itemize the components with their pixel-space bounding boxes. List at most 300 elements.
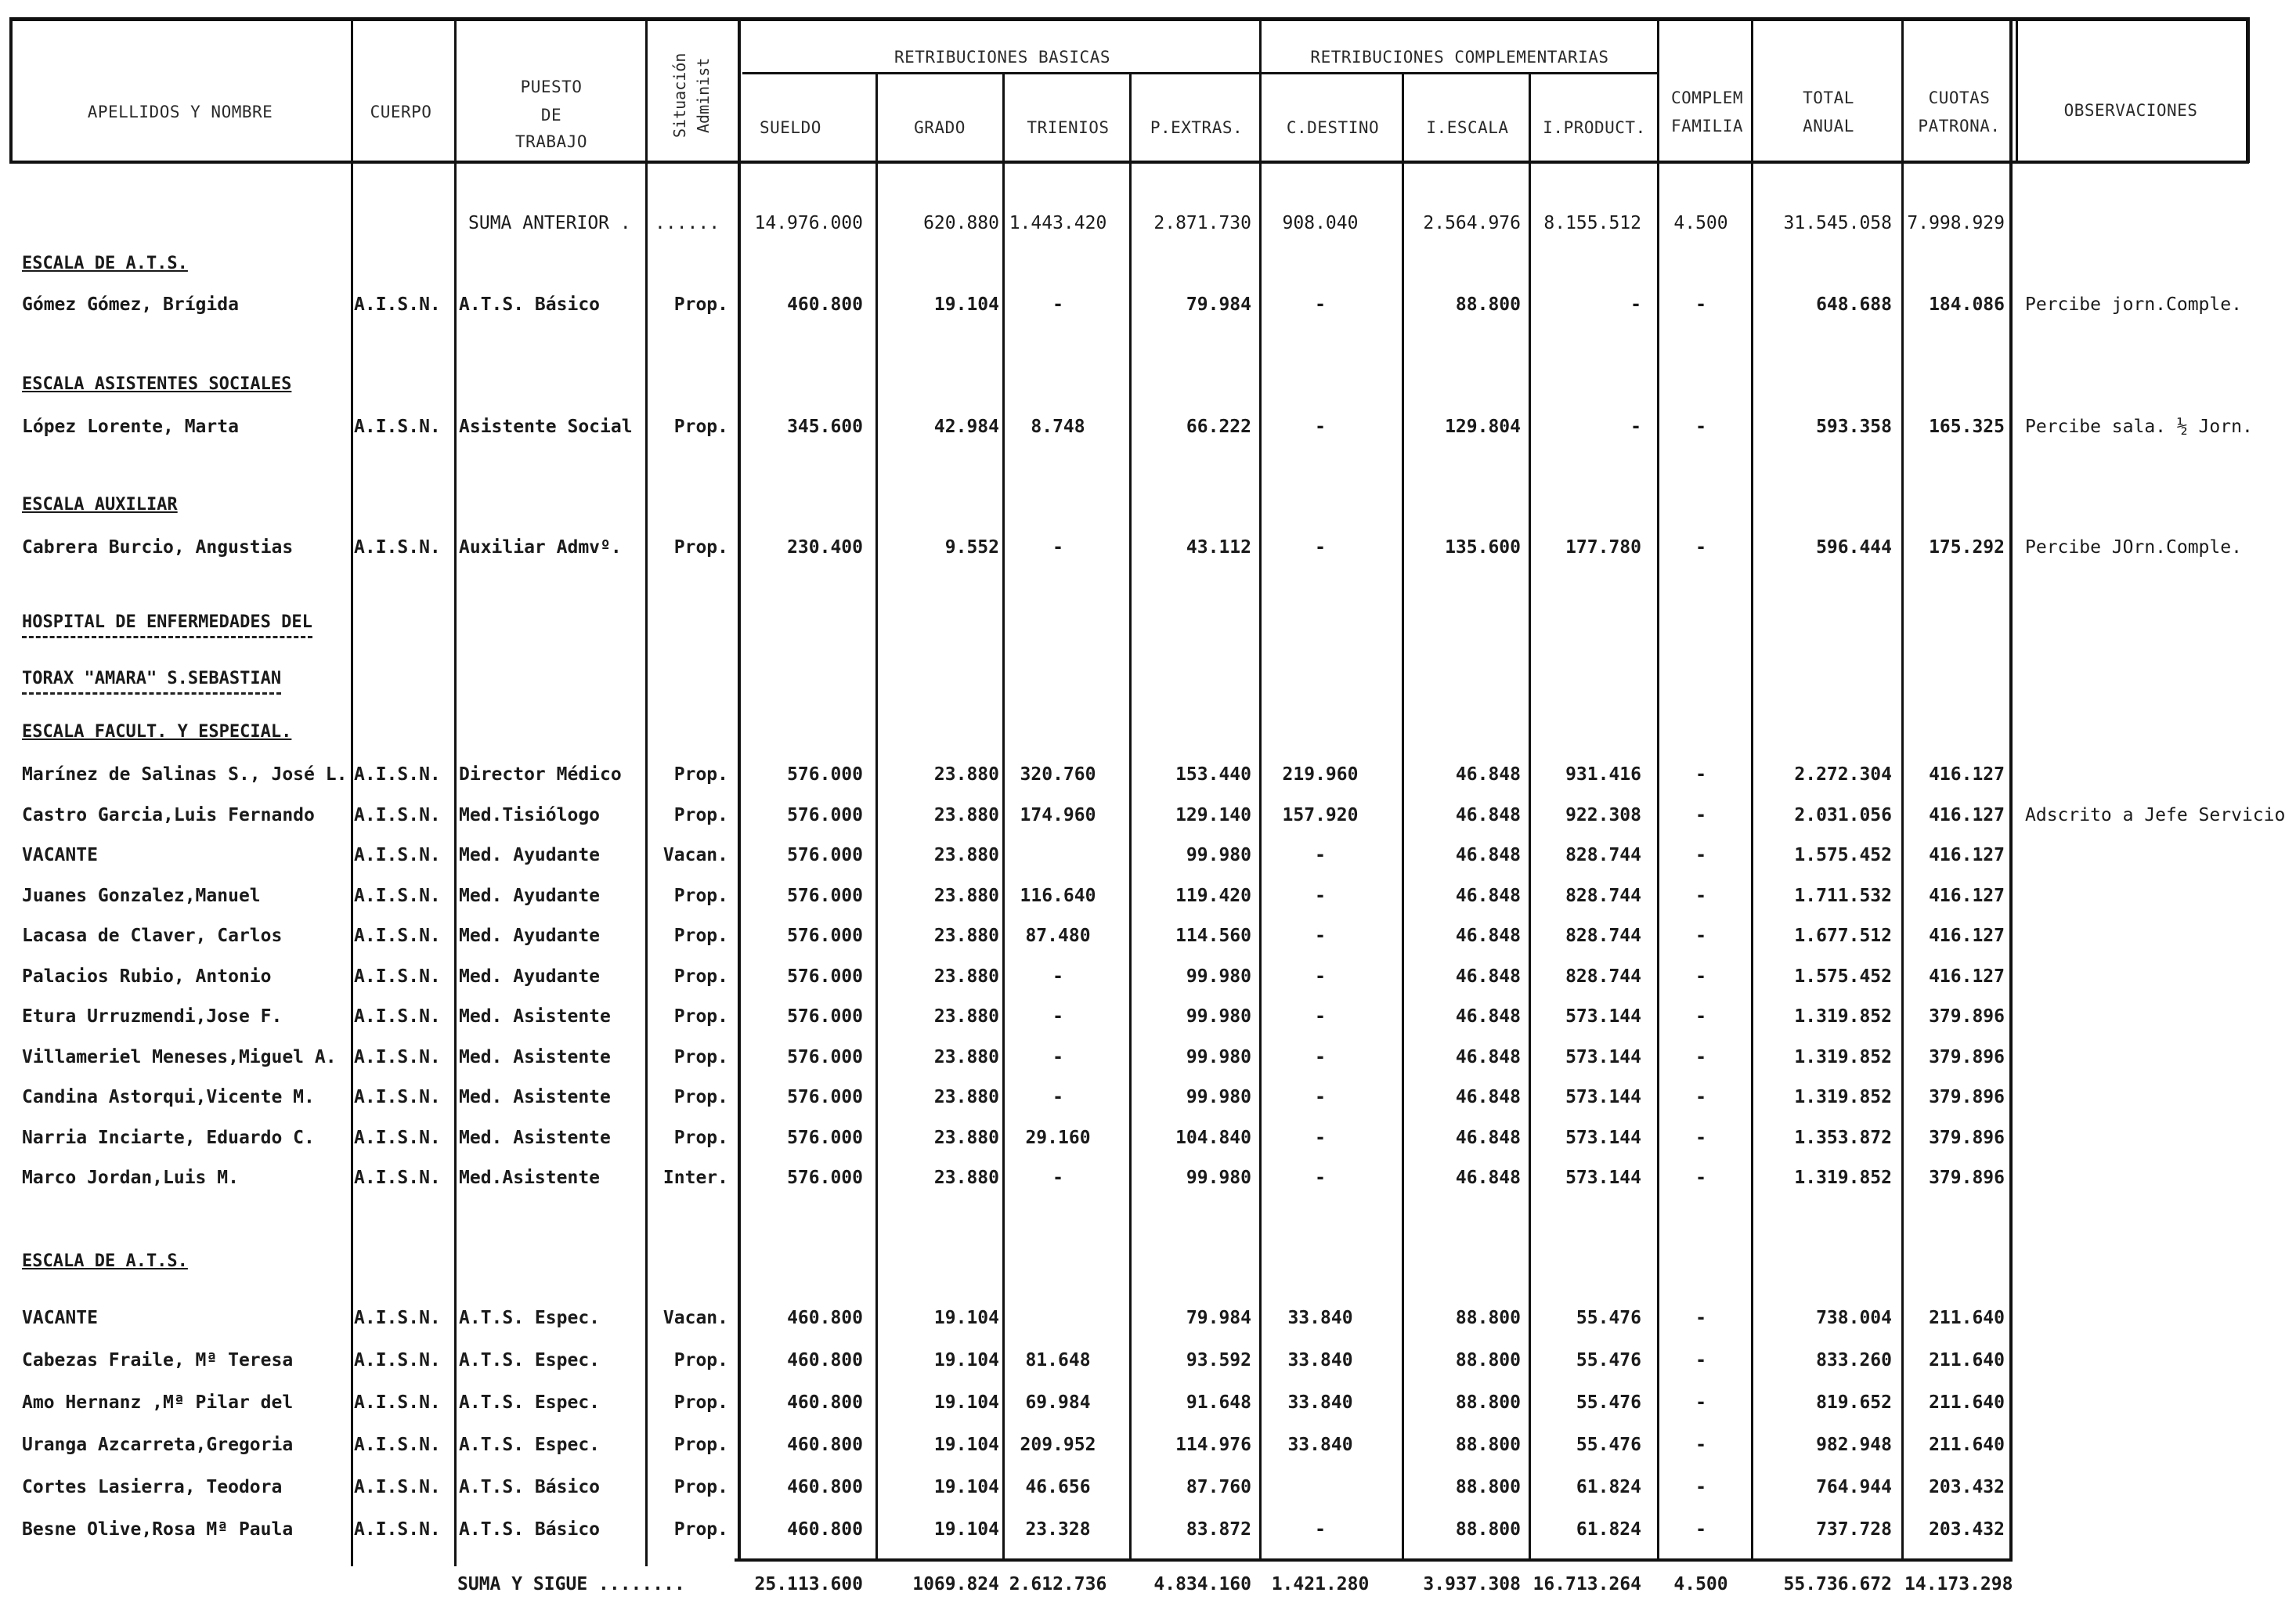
table-cell-cuotas: 211.640 xyxy=(1929,1350,2005,1370)
table-cell-cuotas: 379.896 xyxy=(1929,1006,2005,1027)
suma-y-sigue-iproduct: 16.713.264 xyxy=(1532,1574,1641,1594)
table-cell-sueldo: 576.000 xyxy=(787,764,863,785)
column-divider xyxy=(1901,17,1904,1562)
table-cell-iproduct: 573.144 xyxy=(1565,1168,1641,1188)
section-title: ESCALA DE A.T.S. xyxy=(22,1251,188,1271)
table-cell-nombre: Castro Garcia,Luis Fernando xyxy=(22,804,315,825)
section-title: ESCALA AUXILIAR xyxy=(22,495,178,515)
suma-anterior-grado: 620.880 xyxy=(923,213,999,233)
table-cell-nombre: López Lorente, Marta xyxy=(22,417,239,437)
table-cell-cuotas: 416.127 xyxy=(1929,764,2005,785)
table-cell-sueldo: 576.000 xyxy=(787,926,863,946)
table-cell-puesto: Med. Asistente xyxy=(459,1006,611,1027)
table-cell-total: 982.948 xyxy=(1816,1435,1892,1455)
table-cell-sit: Prop. xyxy=(673,764,728,785)
table-cell-cuerpo: A.I.S.N. xyxy=(354,1350,441,1370)
table-cell-cdestino: - xyxy=(1315,294,1326,315)
table-cell-nombre: Juanes Gonzalez,Manuel xyxy=(22,885,261,906)
table-cell-pextras: 129.140 xyxy=(1175,804,1251,825)
table-cell-puesto: Med. Asistente xyxy=(459,1087,611,1107)
table-cell-iproduct: 931.416 xyxy=(1565,764,1641,785)
table-cell-grado: 23.880 xyxy=(933,926,999,946)
column-divider xyxy=(1129,72,1132,1562)
table-cell-nombre: VACANTE xyxy=(22,1308,98,1328)
header-observaciones: OBSERVACIONES xyxy=(2063,101,2198,120)
header-sueldo: SUELDO xyxy=(760,118,821,137)
table-cell-cdestino: - xyxy=(1315,1127,1326,1148)
table-cell-cuerpo: A.I.S.N. xyxy=(354,926,441,946)
table-cell-cdestino: 33.840 xyxy=(1287,1392,1353,1413)
table-cell-cuerpo: A.I.S.N. xyxy=(354,1435,441,1455)
table-cell-iescala: 135.600 xyxy=(1445,537,1521,558)
table-cell-iescala: 88.800 xyxy=(1455,294,1521,315)
table-cell-trienios: 87.480 xyxy=(1025,926,1091,946)
table-cell-trienios: - xyxy=(1052,537,1063,558)
table-cell-trienios: 320.760 xyxy=(1020,764,1096,785)
table-cell-sueldo: 576.000 xyxy=(787,1046,863,1067)
table-cell-total: 1.319.852 xyxy=(1794,1046,1892,1067)
table-cell-complem: - xyxy=(1695,966,1706,987)
table-cell-trienios: - xyxy=(1052,1087,1063,1107)
table-cell-cdestino: - xyxy=(1315,966,1326,987)
header-complem-1: COMPLEM xyxy=(1670,88,1743,107)
table-cell-iescala: 46.848 xyxy=(1455,926,1521,946)
section-title: ESCALA DE A.T.S. xyxy=(22,254,188,273)
table-cell-pextras: 119.420 xyxy=(1175,885,1251,906)
table-cell-puesto: Med. Ayudante xyxy=(459,845,601,865)
table-cell-puesto: A.T.S. Espec. xyxy=(459,1308,601,1328)
table-cell-nombre: Cabrera Burcio, Angustias xyxy=(22,537,294,558)
table-cell-cdestino: 33.840 xyxy=(1287,1308,1353,1328)
table-cell-iproduct: 573.144 xyxy=(1565,1087,1641,1107)
table-cell-sueldo: 230.400 xyxy=(787,537,863,558)
table-cell-iescala: 46.848 xyxy=(1455,804,1521,825)
table-cell-trienios: 69.984 xyxy=(1025,1392,1091,1413)
table-cell-sueldo: 460.800 xyxy=(787,1308,863,1328)
table-cell-nombre: Uranga Azcarreta,Gregoria xyxy=(22,1435,294,1455)
table-cell-cuerpo: A.I.S.N. xyxy=(354,845,441,865)
header-cdestino: C.DESTINO xyxy=(1286,118,1380,137)
column-divider xyxy=(2016,17,2018,161)
table-cell-complem: - xyxy=(1695,804,1706,825)
header-ret-complementarias: RETRIBUCIONES COMPLEMENTARIAS xyxy=(1310,48,1609,67)
table-cell-grado: 19.104 xyxy=(933,1435,999,1455)
table-cell-cuotas: 416.127 xyxy=(1929,966,2005,987)
table-cell-pextras: 91.648 xyxy=(1186,1392,1251,1413)
table-cell-cuotas: 165.325 xyxy=(1929,417,2005,437)
table-cell-iescala: 46.848 xyxy=(1455,764,1521,785)
table-cell-cdestino: - xyxy=(1315,537,1326,558)
table-cell-iproduct: 573.144 xyxy=(1565,1046,1641,1067)
table-cell-pextras: 83.872 xyxy=(1186,1519,1251,1540)
header-total-2: ANUAL xyxy=(1803,117,1854,135)
table-cell-iescala: 88.800 xyxy=(1455,1308,1521,1328)
section-title: ESCALA ASISTENTES SOCIALES xyxy=(22,374,292,394)
table-cell-sueldo: 576.000 xyxy=(787,1006,863,1027)
table-cell-sit: Prop. xyxy=(673,1046,728,1067)
table-cell-cuerpo: A.I.S.N. xyxy=(354,1308,441,1328)
suma-y-sigue-cuotas: 14.173.298 xyxy=(1904,1574,2013,1594)
table-cell-total: 2.272.304 xyxy=(1794,764,1892,785)
table-cell-trienios: 81.648 xyxy=(1025,1350,1091,1370)
table-cell-sueldo: 460.800 xyxy=(787,1350,863,1370)
table-cell-grado: 23.880 xyxy=(933,804,999,825)
header-iescala: I.ESCALA xyxy=(1426,118,1509,137)
table-cell-cuerpo: A.I.S.N. xyxy=(354,1392,441,1413)
header-iproduct: I.PRODUCT. xyxy=(1543,118,1646,137)
header-puesto-2: DE xyxy=(540,106,562,125)
table-cell-complem: - xyxy=(1695,537,1706,558)
table-cell-cuotas: 211.640 xyxy=(1929,1392,2005,1413)
table-cell-pextras: 99.980 xyxy=(1186,1087,1251,1107)
table-cell-iescala: 46.848 xyxy=(1455,1006,1521,1027)
table-cell-complem: - xyxy=(1695,764,1706,785)
table-cell-iproduct: 55.476 xyxy=(1576,1308,1641,1328)
table-cell-iproduct: 828.744 xyxy=(1565,966,1641,987)
table-cell-trienios: - xyxy=(1052,1046,1063,1067)
table-cell-grado: 42.984 xyxy=(933,417,999,437)
table-cell-puesto: A.T.S. Espec. xyxy=(459,1392,601,1413)
table-cell-total: 819.652 xyxy=(1816,1392,1892,1413)
table-cell-sueldo: 576.000 xyxy=(787,804,863,825)
suma-anterior-sueldo: 14.976.000 xyxy=(754,213,863,233)
table-cell-iproduct: 177.780 xyxy=(1565,537,1641,558)
table-cell-complem: - xyxy=(1695,1350,1706,1370)
table-cell-total: 1.575.452 xyxy=(1794,845,1892,865)
table-right-border xyxy=(2246,17,2250,163)
table-cell-grado: 19.104 xyxy=(933,1308,999,1328)
table-cell-complem: - xyxy=(1695,885,1706,906)
suma-y-sigue-label: SUMA Y SIGUE ........ xyxy=(457,1574,685,1594)
table-cell-iescala: 88.800 xyxy=(1455,1477,1521,1497)
table-cell-cuotas: 379.896 xyxy=(1929,1168,2005,1188)
table-cell-cdestino: - xyxy=(1315,1087,1326,1107)
column-divider xyxy=(1002,72,1005,1562)
suma-anterior-cuotas: 7.998.929 xyxy=(1907,213,2005,233)
table-cell-pextras: 104.840 xyxy=(1175,1127,1251,1148)
table-cell-cuotas: 175.292 xyxy=(1929,537,2005,558)
table-cell-complem: - xyxy=(1695,1127,1706,1148)
table-cell-iproduct: 55.476 xyxy=(1576,1392,1641,1413)
table-cell-cuotas: 416.127 xyxy=(1929,885,2005,906)
section-title: ESCALA FACULT. Y ESPECIAL. xyxy=(22,722,292,742)
column-divider xyxy=(1751,17,1753,1562)
table-cell-pextras: 153.440 xyxy=(1175,764,1251,785)
table-cell-cdestino: 219.960 xyxy=(1282,764,1359,785)
table-cell-cuerpo: A.I.S.N. xyxy=(354,1046,441,1067)
table-bottom-border xyxy=(735,1558,2009,1562)
table-cell-complem: - xyxy=(1695,1168,1706,1188)
table-cell-nombre: Candina Astorqui,Vicente M. xyxy=(22,1087,315,1107)
table-cell-nombre: Etura Urruzmendi,Jose F. xyxy=(22,1006,283,1027)
table-cell-nombre: VACANTE xyxy=(22,845,98,865)
table-cell-iproduct: 55.476 xyxy=(1576,1350,1641,1370)
table-cell-sit: Prop. xyxy=(673,1477,728,1497)
table-cell-trienios: 46.656 xyxy=(1025,1477,1091,1497)
table-cell-trienios: - xyxy=(1052,1168,1063,1188)
table-cell-total: 738.004 xyxy=(1816,1308,1892,1328)
table-cell-cuerpo: A.I.S.N. xyxy=(354,1168,441,1188)
table-cell-cuerpo: A.I.S.N. xyxy=(354,1519,441,1540)
table-cell-iescala: 129.804 xyxy=(1445,417,1521,437)
table-cell-sueldo: 576.000 xyxy=(787,885,863,906)
table-cell-pextras: 99.980 xyxy=(1186,1046,1251,1067)
table-cell-trienios: 116.640 xyxy=(1020,885,1096,906)
table-cell-sit: Inter. xyxy=(662,1168,728,1188)
table-cell-iproduct: - xyxy=(1630,294,1641,315)
table-cell-cdestino: 157.920 xyxy=(1282,804,1359,825)
table-cell-sueldo: 576.000 xyxy=(787,845,863,865)
table-cell-sueldo: 460.800 xyxy=(787,1519,863,1540)
table-cell-obs: Percibe jorn.Comple. xyxy=(2025,294,2242,315)
header-situacion: Situación xyxy=(670,52,689,139)
table-cell-grado: 19.104 xyxy=(933,1392,999,1413)
suma-y-sigue-pextras: 4.834.160 xyxy=(1153,1574,1251,1594)
table-cell-nombre: Marco Jordan,Luis M. xyxy=(22,1168,239,1188)
table-cell-nombre: Villameriel Meneses,Miguel A. xyxy=(22,1046,337,1067)
table-cell-complem: - xyxy=(1695,1308,1706,1328)
table-cell-trienios: 23.328 xyxy=(1025,1519,1091,1540)
table-cell-puesto: Med. Ayudante xyxy=(459,966,601,987)
table-cell-sit: Prop. xyxy=(673,294,728,315)
table-cell-grado: 19.104 xyxy=(933,1519,999,1540)
table-cell-total: 1.319.852 xyxy=(1794,1168,1892,1188)
table-cell-trienios: 209.952 xyxy=(1020,1435,1096,1455)
column-divider xyxy=(738,17,741,1562)
table-cell-grado: 23.880 xyxy=(933,1046,999,1067)
table-cell-nombre: Marínez de Salinas S., José L. xyxy=(22,764,348,785)
table-cell-puesto: Director Médico xyxy=(459,764,622,785)
table-cell-sueldo: 576.000 xyxy=(787,1087,863,1107)
table-cell-cdestino: - xyxy=(1315,417,1326,437)
table-cell-puesto: A.T.S. Básico xyxy=(459,1477,601,1497)
suma-anterior-iescala: 2.564.976 xyxy=(1423,213,1521,233)
table-cell-sit: Prop. xyxy=(673,804,728,825)
table-cell-grado: 23.880 xyxy=(933,885,999,906)
table-cell-total: 1.319.852 xyxy=(1794,1087,1892,1107)
table-cell-sit: Prop. xyxy=(673,885,728,906)
table-cell-iescala: 46.848 xyxy=(1455,885,1521,906)
table-left-border xyxy=(9,17,13,163)
table-cell-iproduct: 828.744 xyxy=(1565,885,1641,906)
table-cell-puesto: A.T.S. Básico xyxy=(459,1519,601,1540)
table-cell-sit: Prop. xyxy=(673,1087,728,1107)
table-cell-sit: Prop. xyxy=(673,537,728,558)
table-cell-pextras: 79.984 xyxy=(1186,1308,1251,1328)
table-cell-cdestino: - xyxy=(1315,1006,1326,1027)
table-cell-cdestino: - xyxy=(1315,1519,1326,1540)
header-puesto-1: PUESTO xyxy=(520,78,583,96)
table-cell-sit: Prop. xyxy=(673,1519,728,1540)
hospital-heading: TORAX "AMARA" S.SEBASTIAN xyxy=(22,667,281,695)
table-cell-nombre: Cortes Lasierra, Teodora xyxy=(22,1477,283,1497)
suma-anterior-trienios: 1.443.420 xyxy=(1009,213,1107,233)
table-cell-iproduct: - xyxy=(1630,417,1641,437)
table-cell-cuotas: 379.896 xyxy=(1929,1127,2005,1148)
table-cell-puesto: A.T.S. Básico xyxy=(459,294,601,315)
table-top-border xyxy=(9,17,2249,21)
table-cell-sit: Prop. xyxy=(673,1350,728,1370)
column-divider xyxy=(1657,17,1659,1562)
column-divider xyxy=(1529,72,1531,1562)
suma-anterior-cdestino: 908.040 xyxy=(1282,213,1359,233)
table-cell-iproduct: 828.744 xyxy=(1565,926,1641,946)
suma-anterior-iproduct: 8.155.512 xyxy=(1543,213,1641,233)
table-cell-trienios: 29.160 xyxy=(1025,1127,1091,1148)
header-ret-basicas: RETRIBUCIONES BASICAS xyxy=(893,48,1110,67)
table-cell-pextras: 79.984 xyxy=(1186,294,1251,315)
table-cell-iescala: 88.800 xyxy=(1455,1435,1521,1455)
column-divider xyxy=(645,17,648,1566)
table-cell-total: 1.711.532 xyxy=(1794,885,1892,906)
table-cell-puesto: A.T.S. Espec. xyxy=(459,1350,601,1370)
suma-y-sigue-total: 55.736.672 xyxy=(1783,1574,1892,1594)
table-cell-complem: - xyxy=(1695,294,1706,315)
table-cell-iescala: 88.800 xyxy=(1455,1350,1521,1370)
table-cell-cdestino: 33.840 xyxy=(1287,1350,1353,1370)
table-cell-cuotas: 211.640 xyxy=(1929,1308,2005,1328)
table-cell-total: 1.319.852 xyxy=(1794,1006,1892,1027)
table-cell-cuerpo: A.I.S.N. xyxy=(354,1127,441,1148)
table-cell-total: 1.353.872 xyxy=(1794,1127,1892,1148)
table-cell-complem: - xyxy=(1695,1435,1706,1455)
table-cell-nombre: Amo Hernanz ,Mª Pilar del xyxy=(22,1392,294,1413)
table-cell-cuotas: 379.896 xyxy=(1929,1046,2005,1067)
table-cell-grado: 23.880 xyxy=(933,1168,999,1188)
table-cell-pextras: 99.980 xyxy=(1186,1006,1251,1027)
header-total-1: TOTAL xyxy=(1803,88,1854,107)
table-cell-complem: - xyxy=(1695,845,1706,865)
header-cuotas-1: CUOTAS xyxy=(1928,88,1991,107)
column-divider xyxy=(2009,17,2013,1562)
table-cell-complem: - xyxy=(1695,926,1706,946)
table-cell-cuerpo: A.I.S.N. xyxy=(354,885,441,906)
table-cell-complem: - xyxy=(1695,417,1706,437)
header-grado: GRADO xyxy=(914,118,966,137)
table-cell-trienios: - xyxy=(1052,294,1063,315)
table-cell-nombre: Besne Olive,Rosa Mª Paula xyxy=(22,1519,294,1540)
table-cell-iescala: 46.848 xyxy=(1455,1127,1521,1148)
table-cell-sit: Vacan. xyxy=(662,1308,728,1328)
table-cell-sit: Prop. xyxy=(673,417,728,437)
header-cuerpo: CUERPO xyxy=(370,103,432,121)
table-cell-pextras: 87.760 xyxy=(1186,1477,1251,1497)
table-cell-cuotas: 416.127 xyxy=(1929,926,2005,946)
header-administ: Administ xyxy=(694,57,713,134)
suma-anterior-dots: ...... xyxy=(655,213,720,233)
table-cell-complem: - xyxy=(1695,1477,1706,1497)
table-cell-iproduct: 573.144 xyxy=(1565,1006,1641,1027)
table-cell-obs: Percibe sala. ½ Jorn. xyxy=(2025,417,2253,437)
column-divider xyxy=(454,17,457,1566)
table-cell-cdestino: - xyxy=(1315,845,1326,865)
table-cell-cuerpo: A.I.S.N. xyxy=(354,1477,441,1497)
table-cell-sit: Prop. xyxy=(673,1006,728,1027)
table-cell-cdestino: - xyxy=(1315,1046,1326,1067)
table-cell-puesto: Auxiliar Admvº. xyxy=(459,537,622,558)
table-cell-sueldo: 460.800 xyxy=(787,1392,863,1413)
table-cell-pextras: 114.976 xyxy=(1175,1435,1251,1455)
column-divider xyxy=(1259,17,1262,1562)
table-cell-nombre: Cabezas Fraile, Mª Teresa xyxy=(22,1350,294,1370)
table-cell-puesto: Med.Asistente xyxy=(459,1168,601,1188)
table-cell-nombre: Narria Inciarte, Eduardo C. xyxy=(22,1127,315,1148)
table-cell-grado: 23.880 xyxy=(933,1087,999,1107)
table-cell-puesto: Asistente Social xyxy=(459,417,633,437)
table-cell-pextras: 66.222 xyxy=(1186,417,1251,437)
table-cell-cuerpo: A.I.S.N. xyxy=(354,1087,441,1107)
column-divider xyxy=(351,17,353,1566)
table-cell-cuotas: 184.086 xyxy=(1929,294,2005,315)
table-cell-complem: - xyxy=(1695,1519,1706,1540)
table-cell-sit: Prop. xyxy=(673,1435,728,1455)
suma-y-sigue-iescala: 3.937.308 xyxy=(1423,1574,1521,1594)
header-cuotas-2: PATRONA. xyxy=(1918,117,2001,135)
table-cell-complem: - xyxy=(1695,1006,1706,1027)
table-cell-grado: 23.880 xyxy=(933,764,999,785)
table-cell-cuerpo: A.I.S.N. xyxy=(354,537,441,558)
table-cell-grado: 9.552 xyxy=(944,537,999,558)
table-cell-cuerpo: A.I.S.N. xyxy=(354,294,441,315)
table-cell-cuotas: 211.640 xyxy=(1929,1435,2005,1455)
header-pextras: P.EXTRAS. xyxy=(1150,118,1244,137)
table-cell-sit: Vacan. xyxy=(662,845,728,865)
table-cell-nombre: Gómez Gómez, Brígida xyxy=(22,294,239,315)
suma-anterior-label: SUMA ANTERIOR . xyxy=(468,213,631,233)
table-cell-nombre: Palacios Rubio, Antonio xyxy=(22,966,272,987)
table-cell-obs: Percibe JOrn.Comple. xyxy=(2025,537,2242,558)
suma-y-sigue-sueldo: 25.113.600 xyxy=(754,1574,863,1594)
table-cell-grado: 23.880 xyxy=(933,845,999,865)
table-cell-cuerpo: A.I.S.N. xyxy=(354,966,441,987)
table-cell-cdestino: - xyxy=(1315,1168,1326,1188)
table-cell-cuotas: 379.896 xyxy=(1929,1087,2005,1107)
table-cell-cuotas: 416.127 xyxy=(1929,804,2005,825)
table-cell-total: 596.444 xyxy=(1816,537,1892,558)
table-cell-cdestino: - xyxy=(1315,885,1326,906)
table-cell-pextras: 99.980 xyxy=(1186,1168,1251,1188)
table-cell-grado: 19.104 xyxy=(933,294,999,315)
table-cell-trienios: - xyxy=(1052,966,1063,987)
table-cell-sueldo: 460.800 xyxy=(787,294,863,315)
table-cell-total: 593.358 xyxy=(1816,417,1892,437)
table-cell-trienios: - xyxy=(1052,1006,1063,1027)
table-cell-iescala: 46.848 xyxy=(1455,1087,1521,1107)
table-cell-total: 737.728 xyxy=(1816,1519,1892,1540)
table-cell-total: 2.031.056 xyxy=(1794,804,1892,825)
table-cell-sit: Prop. xyxy=(673,1392,728,1413)
table-cell-puesto: A.T.S. Espec. xyxy=(459,1435,601,1455)
table-cell-iescala: 46.848 xyxy=(1455,1046,1521,1067)
table-cell-pextras: 43.112 xyxy=(1186,537,1251,558)
table-cell-complem: - xyxy=(1695,1087,1706,1107)
table-cell-puesto: Med. Ayudante xyxy=(459,926,601,946)
table-cell-nombre: Lacasa de Claver, Carlos xyxy=(22,926,283,946)
table-cell-total: 1.677.512 xyxy=(1794,926,1892,946)
table-cell-pextras: 99.980 xyxy=(1186,966,1251,987)
header-trienios: TRIENIOS xyxy=(1027,118,1110,137)
table-cell-total: 648.688 xyxy=(1816,294,1892,315)
table-cell-cuerpo: A.I.S.N. xyxy=(354,1006,441,1027)
table-cell-iproduct: 922.308 xyxy=(1565,804,1641,825)
table-cell-iproduct: 828.744 xyxy=(1565,845,1641,865)
table-cell-iescala: 88.800 xyxy=(1455,1392,1521,1413)
hospital-heading: HOSPITAL DE ENFERMEDADES DEL xyxy=(22,611,312,638)
table-cell-puesto: Med. Asistente xyxy=(459,1046,611,1067)
table-cell-total: 764.944 xyxy=(1816,1477,1892,1497)
table-cell-trienios: 8.748 xyxy=(1031,417,1085,437)
table-cell-trienios: 174.960 xyxy=(1020,804,1096,825)
